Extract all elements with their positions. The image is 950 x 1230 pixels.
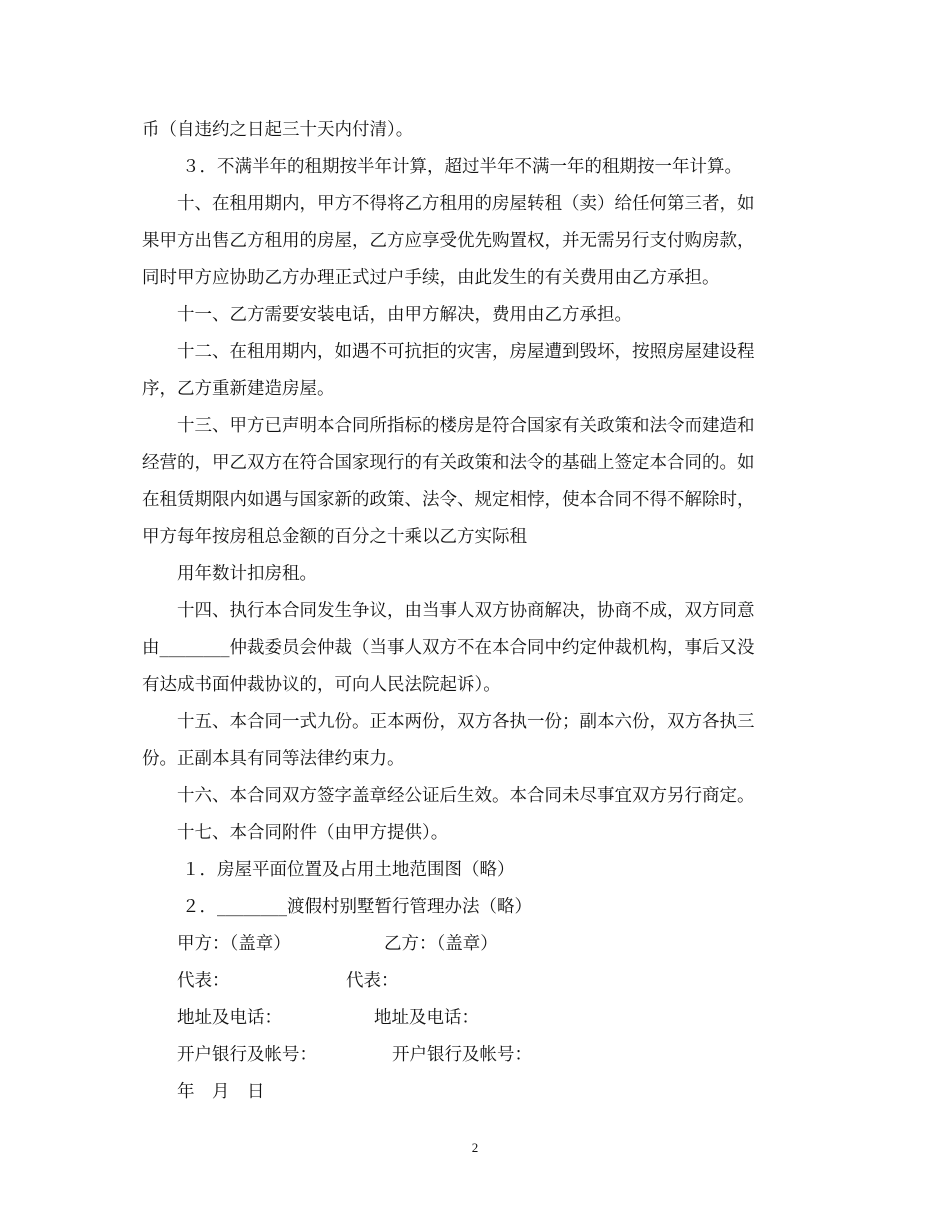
party-b-seal: 乙方：（盖章） xyxy=(384,934,498,954)
text-line: 十三、甲方已声明本合同所指标的楼房是符合国家有关政策和法令而建造和 xyxy=(177,416,755,436)
text-line: 十四、执行本合同发生争议，由当事人双方协商解决，协商不成，双方同意 xyxy=(177,601,755,621)
text-line: 十、在租用期内，甲方不得将乙方租用的房屋转租（卖）给任何第三者，如 xyxy=(177,194,755,214)
party-a-address: 地址及电话： xyxy=(177,1008,282,1028)
text-line: 十一、乙方需要安装电话，由甲方解决，费用由乙方承担。 xyxy=(177,305,632,325)
text-line: １．房屋平面位置及占用土地范围图（略） xyxy=(182,860,515,880)
party-b-bank: 开户银行及帐号： xyxy=(392,1045,532,1065)
text-line: 十七、本合同附件（由甲方提供）。 xyxy=(177,823,449,843)
party-a-seal: 甲方：（盖章） xyxy=(177,934,291,954)
party-b-representative: 代表： xyxy=(346,971,399,991)
text-line: 用年数计扣房租。 xyxy=(177,564,317,584)
text-line: 经营的，甲乙双方在符合国家现行的有关政策和法令的基础上签定本合同的。如 xyxy=(142,453,755,473)
text-line: 币（自违约之日起三十天内付清）。 xyxy=(142,120,414,140)
text-line: 有达成书面仲裁协议的，可向人民法院起诉）。 xyxy=(142,675,501,695)
text-line: ２．________渡假村别墅暂行管理办法（略） xyxy=(182,897,532,917)
text-line: 序，乙方重新建造房屋。 xyxy=(142,379,335,399)
text-line: 份。正副本具有同等法律约束力。 xyxy=(142,749,405,769)
text-line: 果甲方出售乙方租用的房屋，乙方应享受优先购置权，并无需另行支付购房款， xyxy=(142,231,755,251)
signature-date: 年 月 日 xyxy=(177,1082,265,1102)
text-line: 由________仲裁委员会仲裁（当事人双方不在本合同中约定仲裁机构，事后又没 xyxy=(142,638,755,658)
text-line: 同时甲方应协助乙方办理正式过户手续，由此发生的有关费用由乙方承担。 xyxy=(142,268,720,288)
page-number: 2 xyxy=(471,1140,479,1155)
text-line: 在租赁期限内如遇与国家新的政策、法令、规定相悖，使本合同不得不解除时， xyxy=(142,490,755,510)
party-a-bank: 开户银行及帐号： xyxy=(177,1045,317,1065)
text-line: 甲方每年按房租总金额的百分之十乘以乙方实际租 xyxy=(142,527,527,547)
text-line: 十五、本合同一式九份。正本两份，双方各执一份；副本六份，双方各执三 xyxy=(177,712,755,732)
text-line: 十六、本合同双方签字盖章经公证后生效。本合同未尽事宜双方另行商定。 xyxy=(177,786,755,806)
party-b-address: 地址及电话： xyxy=(374,1008,479,1028)
text-line: 十二、在租用期内，如遇不可抗拒的灾害，房屋遭到毁坏，按照房屋建设程 xyxy=(177,342,755,362)
party-a-representative: 代表： xyxy=(177,971,230,991)
text-line: ３．不满半年的租期按半年计算，超过半年不满一年的租期按一年计算。 xyxy=(182,157,742,177)
